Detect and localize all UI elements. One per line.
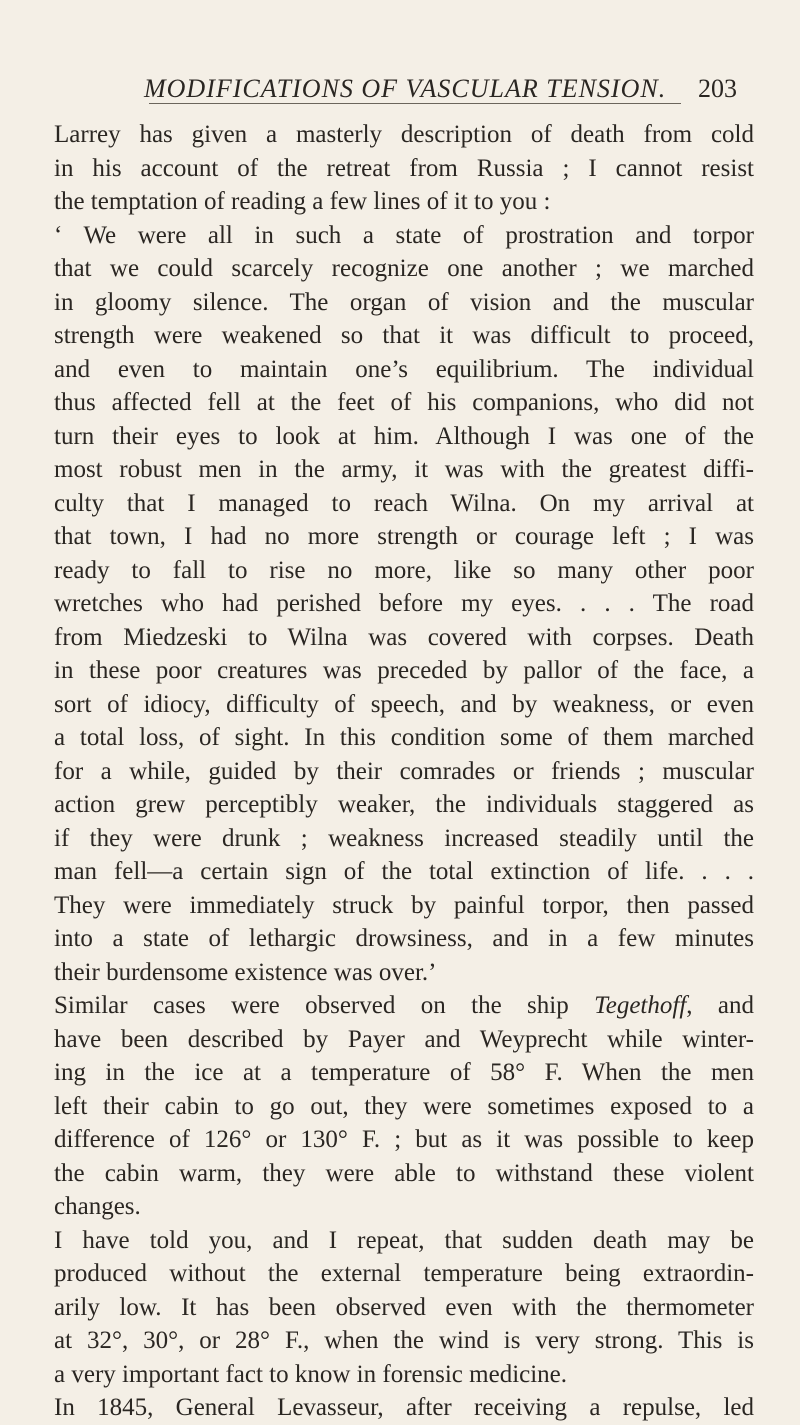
- text-line: the cabin warm, they were able to withstand these violent: [54, 1159, 754, 1187]
- text-line: changes.: [54, 1193, 141, 1220]
- text-line: in gloomy silence. The organ of vision and the muscular: [54, 288, 754, 316]
- text-line: thus affected fell at the feet of his companions, who did not: [54, 389, 754, 416]
- text-line: arily low. It has been observed even with the thermometer: [54, 1293, 754, 1321]
- text-line: a very important fact to know in forensic medicine.: [54, 1360, 568, 1388]
- text-line: and even to maintain one’s equilibrium. The individual: [54, 355, 754, 383]
- text-line: in his account of the retreat from Russia ; I cannot resist: [54, 154, 754, 182]
- text-line: They were immediately struck by painful torpor, then passed: [54, 891, 754, 919]
- text-segment: , and: [686, 992, 755, 1019]
- italic-text: Tegethoff: [594, 992, 687, 1019]
- text-line: strength were weakened so that it was difficult to proceed,: [54, 322, 754, 349]
- running-title: MODIFICATIONS OF VASCULAR TENSION.: [144, 74, 667, 103]
- text-line: produced without the external temperature being extraordin-: [54, 1260, 754, 1287]
- text-line: have been described by Payer and Weyprecht while winter-: [54, 1025, 754, 1053]
- text-line: action grew perceptibly weaker, the individuals staggered as: [54, 791, 754, 818]
- text-line: that we could scarcely recognize one another ; we marched: [54, 255, 754, 282]
- text-line: ‘ We were all in such a state of prostration and torpor: [54, 221, 754, 249]
- text-line: for a while, guided by their comrades or friends ; muscular: [54, 757, 754, 785]
- text-line: if they were drunk ; weakness increased steadily until the: [54, 824, 754, 852]
- text-line: the temptation of reading a few lines of it to you :: [54, 188, 551, 215]
- text-line: their burdensome existence was over.’: [54, 958, 437, 986]
- text-line: into a state of lethargic drowsiness, and in a few minutes: [54, 925, 754, 952]
- text-line: sort of idiocy, difficulty of speech, and by weakness, or even: [54, 690, 754, 718]
- text-line: that town, I had no more strength or courage left ; I was: [54, 523, 754, 550]
- text-line: a total loss, of sight. In this condition some of them marched: [54, 724, 754, 751]
- text-line: in these poor creatures was preceded by pallor of the face, a: [54, 657, 754, 684]
- header-rule: [149, 103, 681, 104]
- text-line: ready to fall to rise no more, like so many other poor: [54, 556, 754, 584]
- text-line: [54, 989, 754, 1023]
- page-number: 203: [698, 74, 737, 103]
- text-line: turn their eyes to look at him. Although I was one of the: [54, 422, 754, 450]
- text-line: wretches who had perished before my eyes. . . . The road: [54, 590, 754, 617]
- text-line: left their cabin to go out, they were sometimes exposed to a: [54, 1092, 754, 1120]
- text-line: from Miedzeski to Wilna was covered with corpses. Death: [54, 623, 754, 651]
- text-line: most robust men in the army, it was with the greatest diffi-: [54, 456, 754, 483]
- text-line: I have told you, and I repeat, that sudden death may be: [54, 1226, 754, 1254]
- text-line: man fell—a certain sign of the total extinction of life. . . .: [54, 858, 754, 885]
- text-line: difference of 126° or 130° F. ; but as it was possible to keep: [54, 1126, 754, 1153]
- text-segment: Similar cases were observed on the ship: [54, 992, 595, 1019]
- text-line: Larrey has given a masterly description of death from cold: [54, 121, 754, 148]
- text-line: In 1845, General Levasseur, after receiving a repulse, led: [54, 1394, 754, 1421]
- text-line: ing in the ice at a temperature of 58° F. When the men: [54, 1059, 754, 1086]
- body-text: [54, 118, 754, 1425]
- running-head: [52, 74, 792, 104]
- text-line: at 32°, 30°, or 28° F., when the wind is very strong. This is: [54, 1327, 754, 1354]
- text-line: culty that I managed to reach Wilna. On my arrival at: [54, 489, 754, 517]
